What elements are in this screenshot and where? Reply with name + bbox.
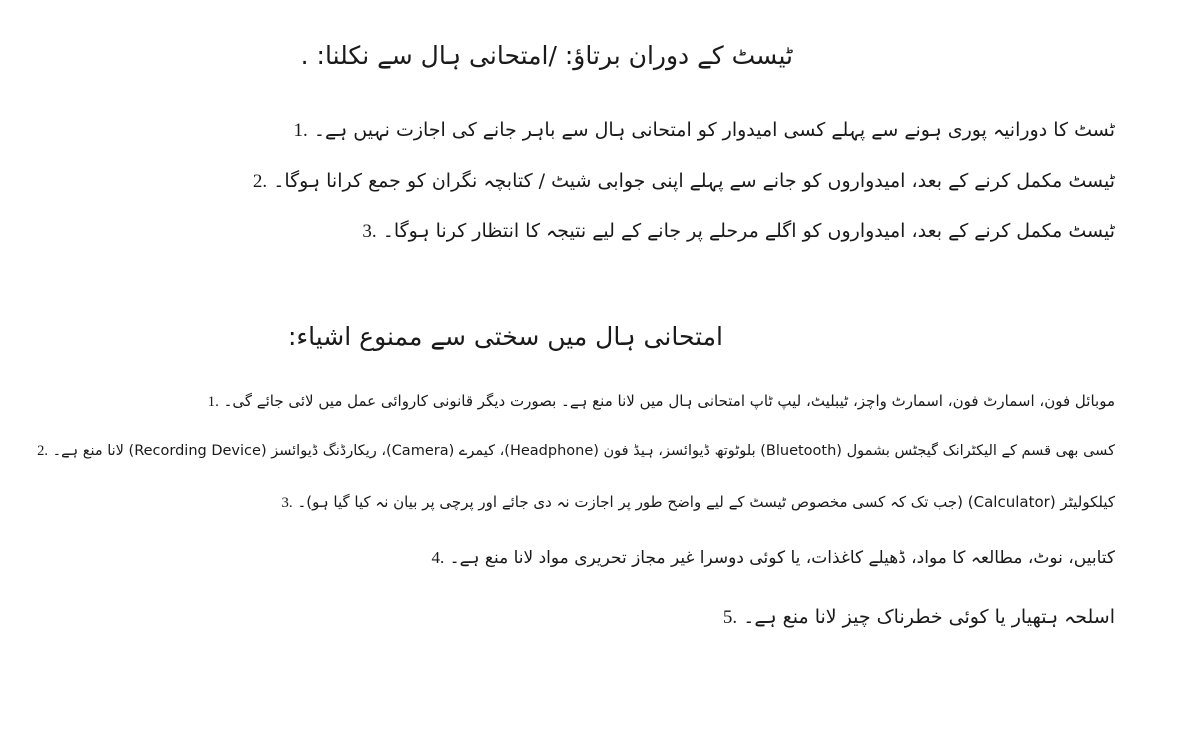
list-item bbox=[362, 217, 1115, 246]
list-item-text: موبائل فون، اسمارٹ فون، اسمارٹ واچز، ٹیبلیٹ، لیپ ٹاپ امتحانی ہال میں لانا منع ہے۔ بصورت دیگر قانونی کاروائی عمل میں لائی جائے گی۔ bbox=[223, 392, 1115, 410]
list-item-text: کیلکولیٹر (Calculator) (جب تک کہ کسی مخصوص ٹیسٹ کے لیے واضح طور پر اجازت نہ دی جائے اور پرچی پر بیان نہ کیا گیا ہو)۔ bbox=[297, 493, 1115, 511]
list-item bbox=[294, 116, 1115, 145]
list-item-text: ٹسٹ کا دورانیہ پوری ہونے سے پہلے کسی امیدوار کو امتحانی ہال سے باہر جانے کی اجازت نہیں ہے۔ bbox=[313, 119, 1115, 141]
list-item bbox=[253, 167, 1115, 196]
list-item-number: 5. bbox=[722, 607, 738, 628]
list-item-number: 2. bbox=[252, 171, 268, 192]
list-item bbox=[431, 544, 1115, 572]
list-item bbox=[37, 437, 1115, 465]
list-item-number: 3. bbox=[281, 495, 293, 511]
list-item bbox=[208, 387, 1115, 416]
list-item-text: کتابیں، نوٹ، مطالعہ کا مواد، ڈھیلے کاغذات، یا کوئی دوسرا غیر مجاز تحریری مواد لانا منع ہے۔ bbox=[449, 548, 1115, 568]
list-item-text: ٹیسٹ مکمل کرنے کے بعد، امیدواروں کو جانے سے پہلے اپنی جوابی شیٹ / کتابچہ نگران کو جمع کرانا ہوگا۔ bbox=[273, 170, 1115, 192]
list-item-number: 1. bbox=[207, 394, 219, 410]
list-item bbox=[281, 488, 1115, 517]
list-item-number: 1. bbox=[293, 120, 308, 141]
section-heading-conduct: ٹیسٹ کے دوران برتاؤ: /امتحانی ہال سے نکلنا: . bbox=[300, 41, 793, 70]
list-item-text: کسی بھی قسم کے الیکٹرانک گیجٹس بشمول (Bluetooth) بلوٹوتھ ڈیوائسز، ہیڈ فون (Headphone)، کیمرے (Camera)، ریکارڈنگ ڈیوائسز (Recording Device) لانا منع ہے۔ bbox=[52, 443, 1115, 459]
list-item-text: اسلحہ ہتھیار یا کوئی خطرناک چیز لانا منع ہے۔ bbox=[743, 606, 1115, 628]
list-item-number: 4. bbox=[431, 548, 445, 567]
list-item bbox=[723, 603, 1115, 632]
list-item-number: 3. bbox=[362, 221, 377, 242]
list-item-number: 2. bbox=[37, 443, 49, 459]
section-heading-prohibited-items: امتحانی ہال میں سختی سے ممنوع اشیاء: bbox=[287, 322, 723, 351]
list-item-text: ٹیسٹ مکمل کرنے کے بعد، امیدواروں کو اگلے مرحلے پر جانے کے لیے نتیجہ کا انتظار کرنا ہوگا۔ bbox=[382, 220, 1115, 242]
